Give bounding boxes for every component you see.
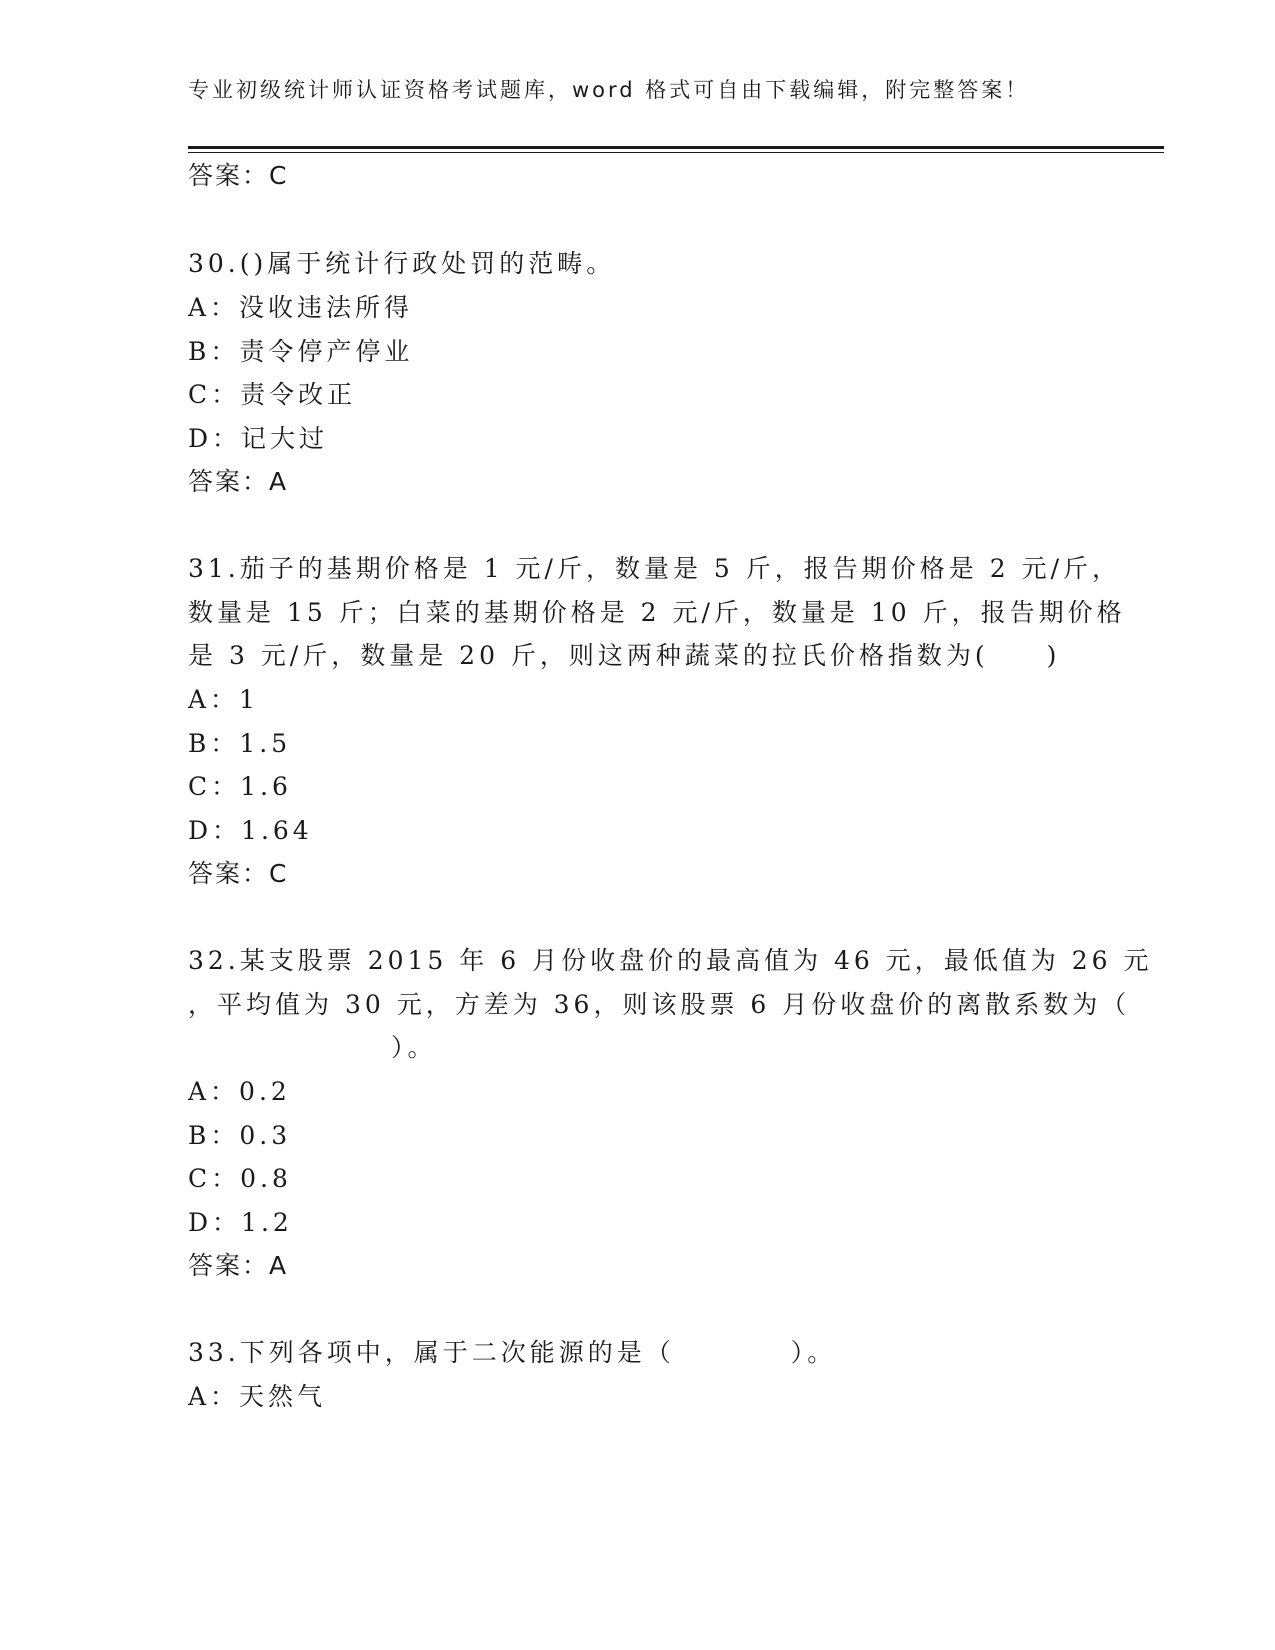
- question-32-option-c: C：0.8: [188, 1164, 292, 1193]
- previous-answer: 答案：C: [188, 161, 289, 190]
- question-31-option-b: B：1.5: [188, 729, 292, 758]
- question-30-option-b: B：责令停产停业: [188, 337, 414, 366]
- question-33-text-line-1: 33.下列各项中，属于二次能源的是（ ）。: [188, 1338, 837, 1367]
- question-32-text-line-1: 32.某支股票 2015 年 6 月份收盘价的最高值为 46 元，最低值为 26 元: [188, 946, 1153, 975]
- question-30-option-a: A：没收违法所得: [188, 293, 414, 322]
- question-30-answer: 答案：A: [188, 467, 289, 496]
- question-32-option-b: B：0.3: [188, 1121, 292, 1150]
- question-33-option-a: A：天然气: [188, 1382, 327, 1411]
- question-31-text-line-2: 数量是 15 斤；白菜的基期价格是 2 元/斤，数量是 10 斤，报告期价格: [188, 598, 1126, 627]
- question-31-text-line-1: 31.茄子的基期价格是 1 元/斤，数量是 5 斤，报告期价格是 2 元/斤，: [188, 554, 1122, 583]
- question-32-text-line-2: ，平均值为 30 元，方差为 36，则该股票 6 月份收盘价的离散系数为（: [188, 990, 1131, 1019]
- question-32-option-d: D：1.2: [188, 1208, 293, 1237]
- question-31-answer: 答案：C: [188, 859, 289, 888]
- header-rule-thick: [188, 146, 1164, 149]
- question-30-option-c: C：责令改正: [188, 380, 357, 409]
- question-32-answer: 答案：A: [188, 1251, 289, 1280]
- question-30-text-line-1: 30.()属于统计行政处罚的范畴。: [188, 249, 616, 278]
- question-31-option-c: C：1.6: [188, 772, 292, 801]
- question-31-text-line-3: 是 3 元/斤，数量是 20 斤，则这两种蔬菜的拉氏价格指数为( ): [188, 641, 1061, 670]
- page-header: 专业初级统计师认证资格考试题库，word 格式可自由下载编辑，附完整答案！: [188, 78, 1030, 102]
- question-31-option-d: D：1.64: [188, 816, 313, 845]
- question-32-option-a: A：0.2: [188, 1077, 291, 1106]
- question-31-option-a: A：1: [188, 685, 259, 714]
- question-30-option-d: D：记大过: [188, 424, 329, 453]
- question-32-text-line-3: ）。: [188, 1033, 437, 1062]
- header-rule-thin: [188, 152, 1164, 153]
